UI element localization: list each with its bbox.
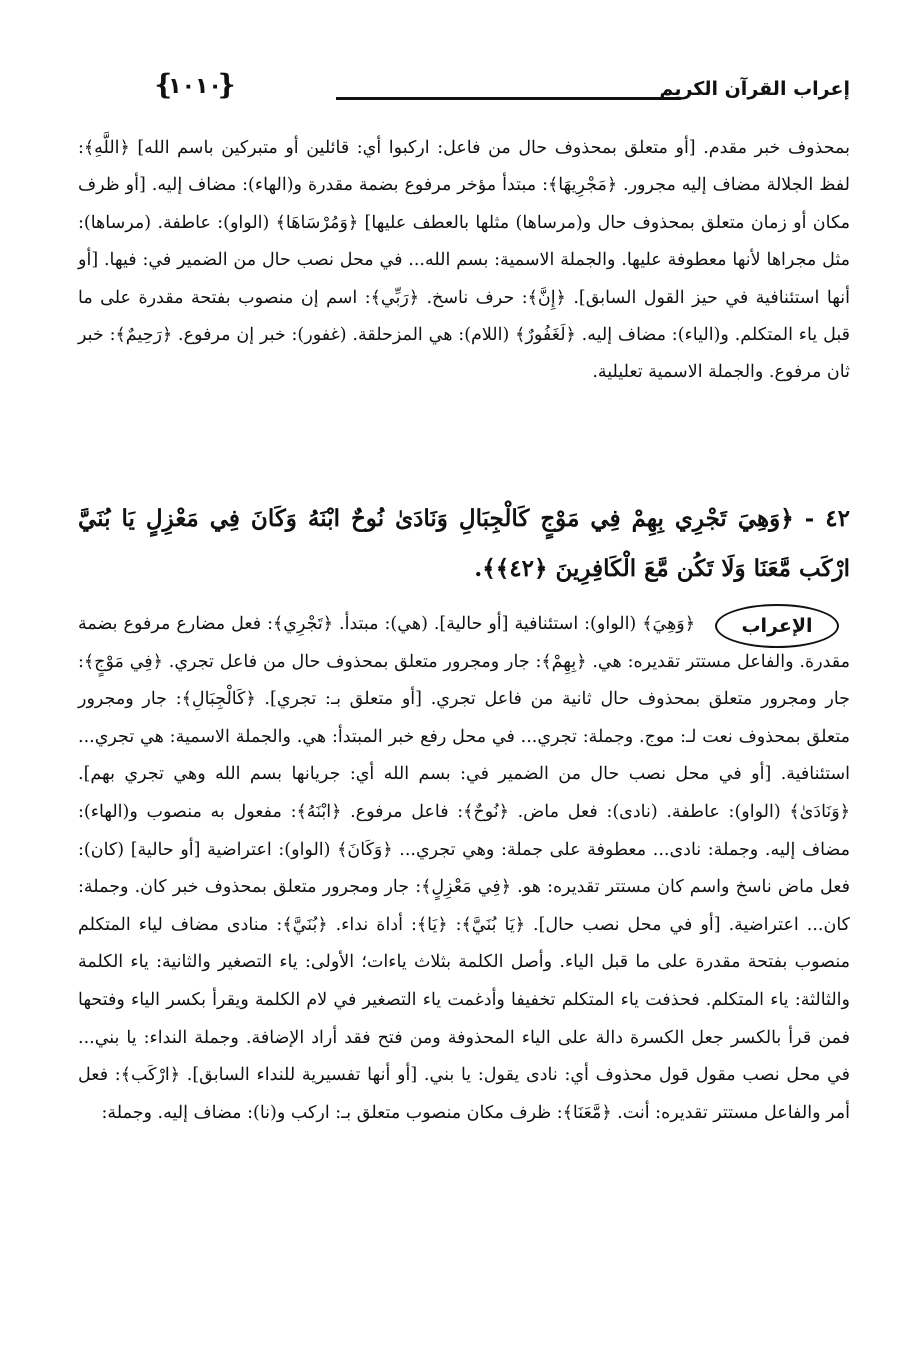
book-title: إعراب القرآن الكريم [659, 78, 850, 100]
header-rule [336, 97, 681, 100]
irab-heading-badge: الإعراب [715, 604, 839, 648]
page-header [60, 62, 850, 112]
quran-verse: ٤٢ - ﴿وَهِيَ تَجْرِي بِهِمْ فِي مَوْجٍ كَالْجِبَالِ وَنَادَىٰ نُوحٌ ابْنَهُ وَكَانَ فِي مَعْزِلٍ يَا بُنَيَّ ارْكَب مَّعَنَا وَلَا تَكُن مَّعَ الْكَافِرِينَ ﴿٤٢﴾﴾. [78, 505, 850, 582]
page-number: ❴ ١٠١٠ ❵ [156, 66, 234, 106]
continuation-paragraph: بمحذوف خبر مقدم. [أو متعلق بمحذوف حال من فاعل: اركبوا أي: قائلين أو متبركين باسم الله] ﴿اللَّهِ﴾: لفظ الجلالة مضاف إليه مجرور. ﴿مَجْرِيهَا﴾: مبتدأ مؤخر مرفوع بضمة مقدرة و(الهاء): مضاف إليه. [أو ظرف مكان أو زمان متعلق بمحذوف حال و(مرساها) مثلها بالعطف عليها] ﴿وَمُرْسَاهَا﴾ (الواو): عاطفة. (مرساها): مثل مجراها لأنها معطوفة عليها. والجملة الاسمية: بسم الله... في محل نصب حال من الضمير في: فيها. [أو أنها استئنافية في حيز القول السابق]. ﴿إِنَّ﴾: حرف ناسخ. ﴿رَبِّي﴾: اسم إن منصوب بفتحة مقدرة على ما قبل ياء المتكلم. و(الياء): مضاف إليه. ﴿لَغَفُورٌ﴾ (اللام): هي المزحلقة. (غفور): خبر إن مرفوع. ﴿رَحِيمٌ﴾: خبر ثان مرفوع. والجملة الاسمية تعليلية. [78, 138, 850, 383]
irab-paragraph: ﴿وَهِيَ﴾ (الواو): استئنافية [أو حالية]. (هي): مبتدأ. ﴿تَجْرِي﴾: فعل مضارع مرفوع بضمة مقدرة. والفاعل مستتر تقديره: هي. ﴿بِهِمْ﴾: جار ومجرور متعلق بمحذوف حال من فاعل تجري. ﴿فِي مَوْجٍ﴾: جار ومجرور متعلق بمحذوف حال ثانية من فاعل تجري. [أو متعلق بـ: تجري]. ﴿كَالْجِبَالِ﴾: جار ومجرور متعلق بمحذوف نعت لـ: موج. وجملة: تجري... في محل رفع خبر المبتدأ: هي. والجملة الاسمية: هي تجري... استئنافية. [أو في محل نصب حال من الضمير في: بسم الله أي: جريانها بسم الله وهي تجري بهم]. ﴿وَنَادَىٰ﴾ (الواو): عاطفة. (نادى): فعل ماض. ﴿نُوحٌ﴾: فاعل مرفوع. ﴿ابْنَهُ﴾: مفعول به منصوب و(الهاء): مضاف إليه. وجملة: نادى... معطوفة على جملة: وهي تجري... ﴿وَكَانَ﴾ (الواو): اعتراضية [أو حالية] (كان): فعل ماض ناسخ واسم كان مستتر تقديره: هو. ﴿فِي مَعْزِلٍ﴾: جار ومجرور متعلق بمحذوف خبر كان. وجملة: كان... اعتراضية. [أو في محل نصب حال]. ﴿يَا بُنَيَّ﴾: ﴿يَا﴾: أداة نداء. ﴿بُنَيَّ﴾: منادى مضاف لياء المتكلم منصوب بفتحة مقدرة على ما قبل الياء. وأصل الكلمة بثلاث ياءات؛ الأولى: ياء التصغير والثانية: ياء الكلمة والثالثة: ياء المتكلم. فحذفت ياء المتكلم تخفيفا وأدغمت ياء التصغير في لام الكلمة ويقرأ بكسر الياء وفتحها فمن قرأ بالكسر جعل الكسرة دالة على الياء المحذوفة ومن فتح فقد أراد الإضافة. وجملة النداء: يا بني... في محل نصب مقول قول محذوف أي: نادى يقول: يا بني. [أو أنها تفسيرية للنداء السابق]. ﴿ارْكَب﴾: فعل أمر والفاعل مستتر تقديره: أنت. ﴿مَّعَنَا﴾: ظرف مكان منصوب متعلق بـ: اركب و(نا): مضاف إليه. وجملة: [78, 614, 850, 1123]
